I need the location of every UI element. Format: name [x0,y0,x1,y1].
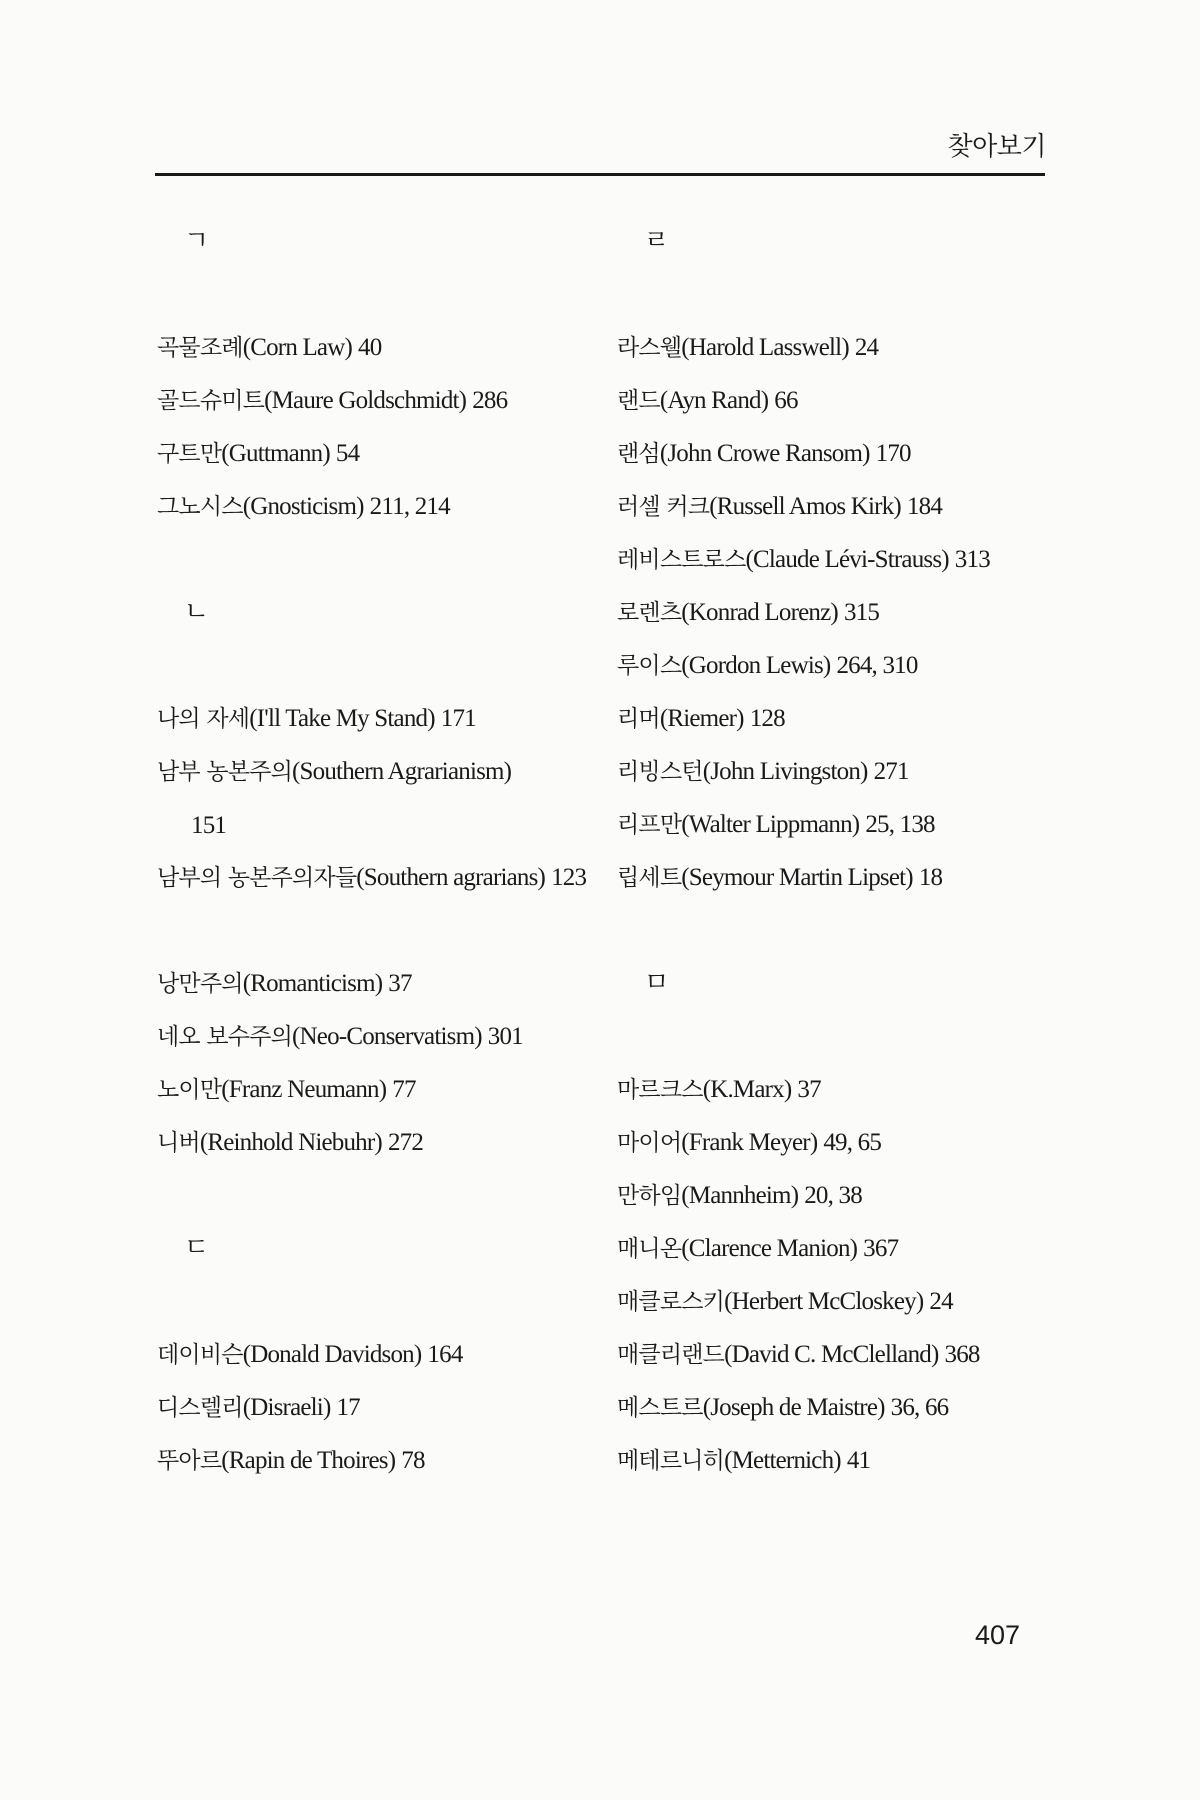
entry-original: (Walter Lippmann) [681,811,860,838]
entry-term: 리머 [617,706,660,732]
entry-pages: 18 [918,864,943,891]
index-entry [157,692,597,745]
entry-original: (Riemer) [659,705,744,732]
entry-term: 나의 자세 [157,706,250,732]
entry-term: 마르크스 [617,1077,703,1103]
index-entry [617,692,1047,745]
entry-pages: 170 [875,440,911,467]
entry-pages: 301 [487,1023,523,1050]
entry-original: (Donald Davidson) [242,1341,422,1368]
index-entry [617,639,1047,692]
index-entry [157,374,597,427]
entry-pages: 78 [401,1447,425,1474]
entry-original: (Konrad Lorenz) [681,599,838,626]
entry-original: (Guttmann) [221,440,330,467]
entry-original: (Franz Neumann) [221,1076,387,1103]
entry-original: (Gnosticism) [242,493,364,520]
entry-term: 라스웰 [617,335,682,361]
index-entry [617,1381,1047,1434]
index-entry [617,851,1047,904]
entry-pages: 37 [797,1076,821,1103]
entry-term: 매클로스키 [617,1289,725,1315]
section-heading: ㄱ [184,226,210,256]
entry-pages: 151 [191,812,227,839]
entry-pages: 36, 66 [890,1394,949,1421]
entry-pages: 40 [358,334,382,361]
entry-pages: 25, 138 [865,811,935,838]
entry-pages: 128 [749,705,785,732]
entry-original: (I'll Take My Stand) [249,705,435,732]
entry-original: (Mannheim) [681,1182,799,1209]
index-entry [157,1328,597,1381]
entry-original: (Corn Law) [242,334,353,361]
entry-term: 레비스트로스 [617,547,746,573]
entry-original: (Frank Meyer) [681,1129,818,1156]
entry-pages: 264, 310 [836,652,918,679]
entry-pages: 211, 214 [369,493,450,520]
index-entry [157,957,597,1010]
section-heading: ㄹ [644,226,670,256]
entry-pages: 123 [551,864,587,891]
entry-pages: 66 [774,387,798,414]
section-heading: ㄴ [184,597,210,627]
entry-term: 네오 보수주의 [157,1024,293,1050]
entry-pages: 313 [954,546,990,573]
entry-pages: 184 [906,493,943,520]
entry-original: (Neo-Conservatism) [292,1023,482,1050]
entry-original: (Reinhold Niebuhr) [199,1129,382,1156]
entry-pages: 315 [843,599,880,626]
index-entry [157,427,597,480]
entry-original: (Romanticism) [242,970,383,997]
entry-term: 그노시스 [157,494,243,520]
index-entry [617,586,1047,639]
entry-term: 니버 [157,1130,200,1156]
entry-original: (Rapin de Thoires) [221,1447,396,1474]
section-gap [157,1169,597,1222]
entry-pages: 54 [335,440,360,467]
entry-pages: 20, 38 [804,1182,862,1209]
index-entry [617,374,1047,427]
entry-term: 러셀 커크 [617,494,710,520]
entry-term: 낭만주의 [157,971,243,997]
index-entry [157,480,597,533]
entry-term: 립세트 [617,865,682,891]
entry-term: 남부 농본주의 [157,759,293,785]
index-entry [157,1434,597,1487]
entry-term: 리프만 [617,812,682,838]
entry-term: 곡물조례 [157,335,243,361]
entry-term: 골드슈미트 [157,388,265,414]
entry-original: (Herbert McCloskey) [724,1288,924,1315]
entry-original: (Metternich) [724,1447,841,1474]
entry-original: (Joseph de Maistre) [702,1394,885,1421]
entry-pages: 272 [387,1129,424,1156]
entry-pages: 171 [440,705,476,732]
section-heading: ㄷ [184,1233,210,1263]
entry-term: 구트만 [157,441,222,467]
entry-term: 노이만 [157,1077,222,1103]
entry-term: 리빙스턴 [617,759,703,785]
entry-pages: 367 [863,1235,899,1262]
page-number: 407 [974,1620,1020,1650]
index-entry [617,427,1047,480]
index-entry [157,321,597,374]
entry-term: 루이스 [617,653,682,679]
entry-term: 랜드 [617,388,660,414]
index-entry [157,851,597,957]
entry-original: (Gordon Lewis) [681,652,831,679]
entry-pages: 37 [388,970,412,997]
index-entry [617,1169,1047,1222]
index-entry [617,1275,1047,1328]
index-entry [157,1381,597,1434]
entry-term: 매니온 [617,1236,682,1262]
entry-original: (Southern Agrarianism) [292,758,512,785]
index-entry [617,533,1047,586]
index-column-right [617,215,1047,1487]
index-entry [617,480,1047,533]
entry-term: 메테르니히 [617,1448,725,1474]
entry-pages: 24 [854,334,879,361]
section-gap [157,533,597,586]
index-entry [617,798,1047,851]
entry-pages: 49, 65 [823,1129,882,1156]
entry-term: 마이어 [617,1130,682,1156]
entry-pages: 368 [944,1341,980,1368]
entry-original: (Harold Lasswell) [681,334,849,361]
section-gap [617,904,1047,957]
entry-original: (John Crowe Ransom) [659,440,870,467]
index-entry [617,1222,1047,1275]
section-heading: ㅁ [644,968,670,998]
entry-original: (Southern agrarians) [356,864,546,891]
entry-term: 디스렐리 [157,1395,243,1421]
entry-original: (David C. McClelland) [724,1341,939,1368]
index-entry [617,1116,1047,1169]
entry-original: (Ayn Rand) [659,387,769,414]
index-entry [157,1063,597,1116]
index-entry [157,1010,597,1063]
entry-original: (Clarence Manion) [681,1235,858,1262]
entry-pages: 286 [472,387,508,414]
entry-original: (Disraeli) [242,1394,331,1421]
entry-pages: 24 [929,1288,953,1315]
entry-term: 데이비슨 [157,1342,243,1368]
entry-term: 랜섬 [617,441,660,467]
entry-term: 로렌츠 [617,600,682,626]
entry-pages: 77 [392,1076,416,1103]
entry-original: (Maure Goldschmidt) [264,387,467,414]
entry-term: 남부의 농본주의자들 [157,865,357,891]
index-entry [157,745,597,851]
entry-original: (Seymour Martin Lipset) [681,864,913,891]
entry-pages: 271 [873,758,909,785]
index-entry [617,1063,1047,1116]
entry-term: 메스트르 [617,1395,703,1421]
entry-pages: 164 [427,1341,463,1368]
entry-original: (Claude Lévi-Strauss) [745,546,949,573]
index-entry [617,1328,1047,1381]
running-head: 찾아보기 [947,132,1046,162]
entry-original: (John Livingston) [702,758,868,785]
index-entry [617,745,1047,798]
entry-pages: 41 [846,1447,871,1474]
entry-pages: 17 [336,1394,360,1421]
entry-term: 매클리랜드 [617,1342,725,1368]
index-entry [617,1434,1047,1487]
index-entry [617,321,1047,374]
entry-original: (K.Marx) [702,1076,792,1103]
index-column-left [157,215,597,1487]
header-rule [155,173,1045,176]
entry-term: 뚜아르 [157,1448,222,1474]
index-entry [157,1116,597,1169]
entry-term: 만하임 [617,1183,682,1209]
entry-original: (Russell Amos Kirk) [709,493,901,520]
